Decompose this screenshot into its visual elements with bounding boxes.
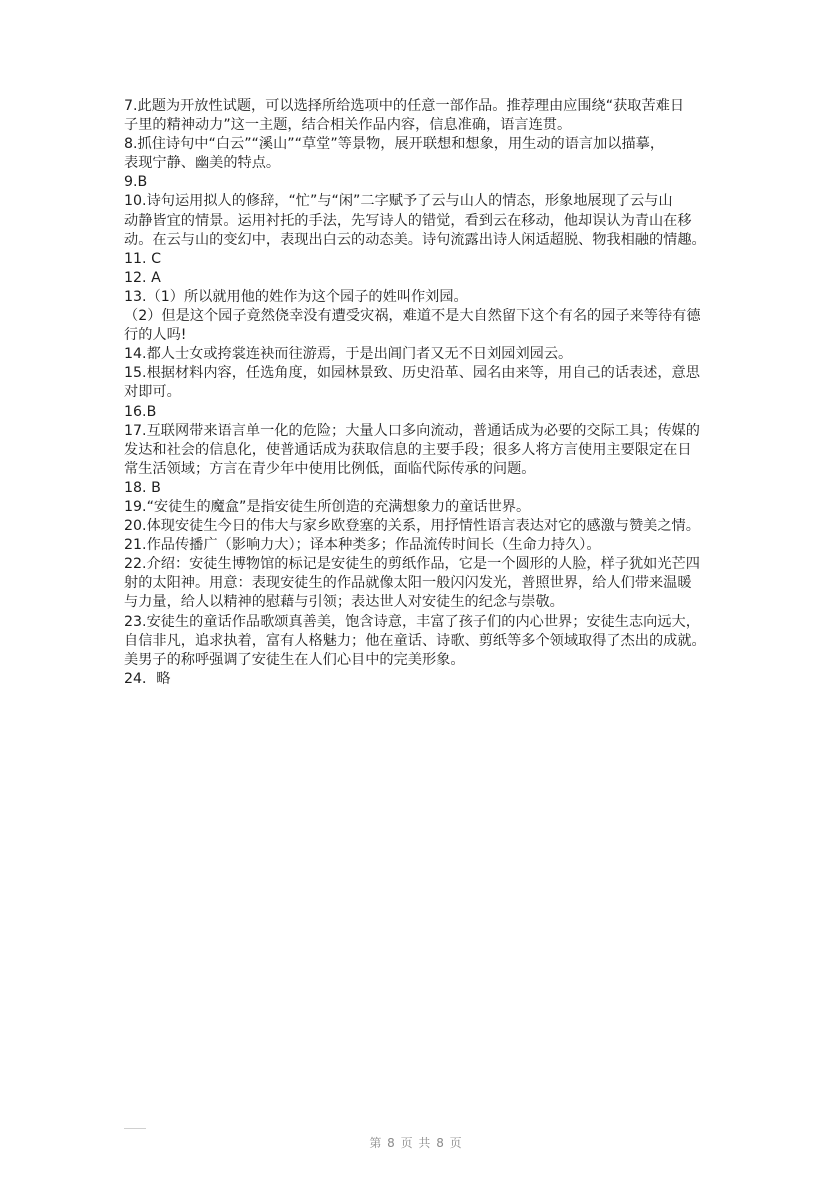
text-line: 13.（1）所以就用他的姓作为这个园子的姓叫作刘园。	[124, 288, 468, 305]
text-line: 动静皆宜的情景。运用衬托的手法，先写诗人的错觉，看到云在移动，他却误认为青山在移	[124, 212, 692, 229]
text-line: 14.都人士女或挎裳连袂而往游焉，于是出阊门者又无不日刘园刘园云。	[124, 346, 573, 363]
footer-divider	[124, 1128, 146, 1129]
text-line: 10.诗句运用拟人的修辞，“忙”与“闲”二字赋予了云与山人的情态，形象地展现了云与山	[124, 193, 673, 210]
text-line: 12. A	[124, 269, 161, 286]
text-line: 发达和社会的信息化，使普通话成为获取信息的主要手段；很多人将方言使用主要限定在日	[124, 441, 692, 458]
text-line: 23.安徒生的童话作品歌颂真善美，饱含诗意，丰富了孩子们的内心世界；安徒生志向远大，	[124, 613, 700, 630]
text-line: 21.作品传播广（影响力大）；译本种类多；作品流传时间长（生命力持久）。	[124, 537, 601, 554]
text-line: 24．略	[124, 670, 171, 687]
text-line: 19.“安徒生的魔盒”是指安徒生所创造的充满想象力的童话世界。	[124, 498, 531, 515]
text-line: 7.此题为开放性试题，可以选择所给选项中的任意一部作品。推荐理由应围绕“获取苦难日	[124, 98, 685, 114]
text-line: 22.介绍：安徒生博物馆的标记是安徒生的剪纸作品，它是一个圆形的人脸，样子犹如光芒四	[124, 556, 700, 573]
text-line: 17.互联网带来语言单一化的危险；大量人口多向流动，普通话成为必要的交际工具；传媒的	[124, 422, 700, 439]
text-line: 20.体现安徒生今日的伟大与家乡欧登塞的关系，用抒情性语言表达对它的感激与赞美之情。	[124, 518, 700, 535]
page-number: 第 8 页 共 8 页	[369, 1136, 463, 1150]
text-line: 射的太阳神。用意：表现安徒生的作品就像太阳一般闪闪发光，普照世界，给人们带来温暖	[124, 575, 692, 592]
text-line: 表现宁静、幽美的特点。	[124, 155, 281, 172]
text-line: （2）但是这个园子竟然侥幸没有遭受灾祸，难道不是大自然留下这个有名的园子来等待有德	[124, 308, 701, 325]
text-line: 8.抓住诗句中“白云”“溪山”“草堂”等景物，展开联想和想象，用生动的语言加以描摹，	[124, 136, 665, 153]
text-line: 动。在云与山的变幻中，表现出白云的动态美。诗句流露出诗人闲适超脱、物我相融的情趣。	[124, 231, 706, 248]
text-line: 子里的精神动力”这一主题，结合相关作品内容，信息准确，语言连贯。	[124, 117, 572, 134]
text-line: 自信非凡，追求执着，富有人格魅力；他在童话、诗歌、剪纸等多个领域取得了杰出的成就。	[124, 632, 706, 649]
text-line: 9.B	[124, 174, 148, 191]
answer-text-block	[124, 97, 716, 689]
text-line: 对即可。	[124, 384, 181, 401]
text-line: 美男子的称呼强调了安徒生在人们心目中的完美形象。	[124, 651, 465, 668]
text-line: 常生活领域；方言在青少年中使用比例低，面临代际传承的问题。	[124, 460, 536, 477]
text-line: 16.B	[124, 403, 157, 420]
text-line: 15.根据材料内容，任选角度，如园林景致、历史沿革、园名由来等，用自己的话表述，意思	[124, 365, 700, 382]
text-line: 与力量，给人以精神的慰藉与引领；表达世人对安徒生的纪念与崇敬。	[124, 594, 564, 611]
text-line: 11. C	[124, 250, 161, 267]
text-line: 18. B	[124, 479, 161, 496]
text-line: 行的人吗!	[124, 327, 187, 344]
